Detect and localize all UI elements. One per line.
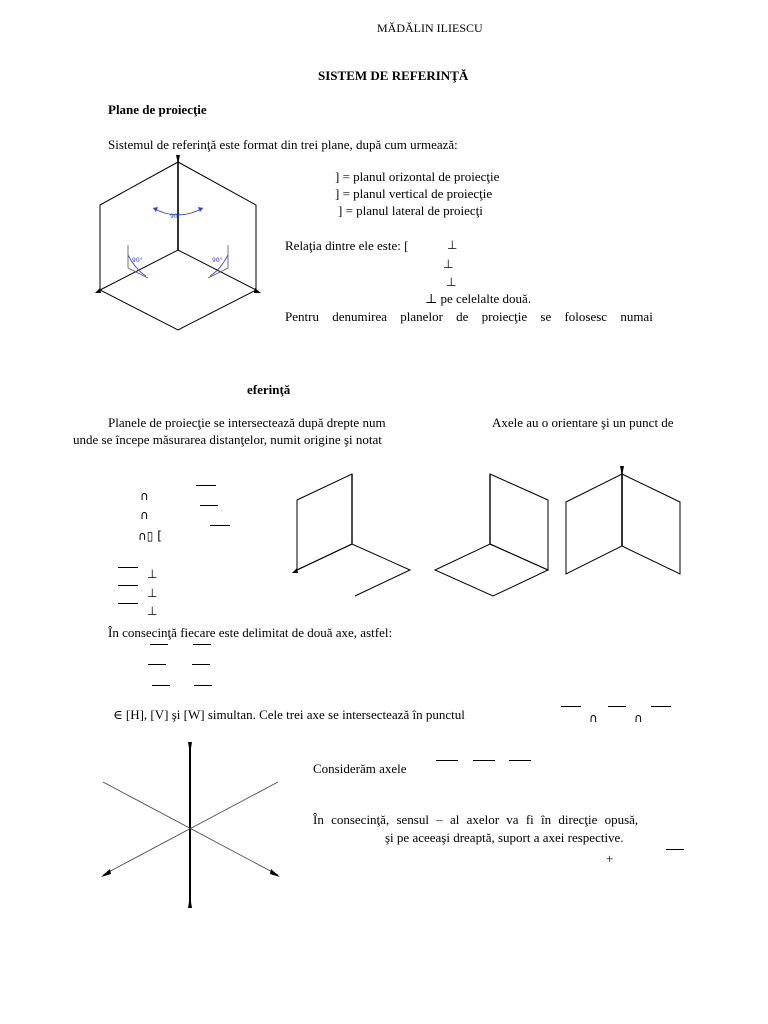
page-header-author: MĂDĂLIN ILIESCU — [377, 21, 483, 35]
left-axis-arrow — [95, 288, 101, 293]
overline-15 — [651, 706, 671, 707]
plus-sign: + — [606, 851, 614, 866]
perp-symbol-3: ⊥ — [446, 275, 457, 289]
axis-z-top-arrow — [188, 742, 192, 754]
cap-symbol-3: ∩ — [589, 711, 598, 725]
perp-symbol-2: ⊥ — [443, 257, 454, 271]
plane-w-definition: ] = planul lateral de proiecţi — [338, 203, 483, 218]
angle-label-top: 90° — [170, 213, 181, 220]
overline-14 — [608, 706, 626, 707]
intro-paragraph: Sistemul de referinţă este format din trei plane, după cum urmează: — [108, 137, 458, 152]
overline-9 — [148, 664, 166, 665]
overline-17 — [473, 760, 495, 761]
intersect-paragraph-line1: Planele de proiecţie se intersectează după drepte num — [108, 415, 386, 430]
overline-13 — [561, 706, 581, 707]
axes-figure — [98, 740, 283, 910]
page-title: SISTEM DE REFERINŢĂ — [318, 68, 469, 83]
consequence-text-1: În consecinţă fiecare este delimitat de două axe, astfel: — [108, 625, 393, 640]
consequence-text-2b: şi pe aceeaşi dreaptă, suport a axei respective. — [385, 830, 624, 845]
overline-18 — [509, 760, 531, 761]
overline-1 — [196, 485, 216, 486]
overline-3 — [210, 525, 230, 526]
overline-16 — [436, 760, 458, 761]
axes-orientation-text: Axele au o orientare şi un punct de — [492, 415, 674, 430]
perp-symbol-5: ⊥ — [147, 586, 158, 600]
axis-right-bottom-arrow — [270, 869, 280, 877]
belongs-text: ∈ [H], [V] şi [W] simultan. Cele trei axe se intersectează în punctul — [113, 707, 465, 722]
plane-pair-hw-figure — [430, 470, 560, 580]
plane-pair-hv-figure — [290, 470, 420, 580]
overline-6 — [118, 603, 138, 604]
right-axis-arrow — [254, 288, 261, 293]
overline-11 — [152, 685, 170, 686]
overline-7 — [150, 644, 168, 645]
intersect-paragraph-line2: unde se începe măsurarea distanţelor, numit origine şi notat — [73, 432, 382, 447]
plane-pair-vw-figure — [562, 466, 692, 576]
axis-z-bottom-arrow — [188, 896, 192, 908]
perp-symbol-1: ⊥ — [447, 238, 458, 252]
naming-text: Pentru denumirea planelor de proiecţie se folosesc numai — [285, 309, 653, 324]
overline-10 — [192, 664, 210, 665]
cap-symbol-1: ∩ — [140, 489, 149, 503]
overline-19 — [666, 849, 684, 850]
axis-left-bottom-arrow — [101, 869, 111, 877]
perp-others-text: ⊥ pe celelalte două. — [425, 291, 532, 306]
cap-symbol-2: ∩ — [140, 508, 149, 522]
relation-text: Relaţia dintre ele este: [ — [285, 238, 409, 253]
angle-label-right: 90° — [212, 257, 223, 264]
perp-symbol-6: ⊥ — [147, 604, 158, 618]
plane-h-definition: ] = planul orizontal de proiecţie — [335, 169, 500, 184]
overline-8 — [193, 644, 211, 645]
trihedral-figure — [88, 150, 268, 335]
overline-4 — [118, 567, 138, 568]
overline-12 — [194, 685, 212, 686]
consequence-text-2a: În consecinţă, sensul – al axelor va fi în direcţie opusă, — [313, 812, 639, 827]
overline-5 — [118, 585, 138, 586]
plane-v-definition: ] = planul vertical de proiecţie — [335, 186, 493, 201]
section-heading-reference: eferinţă — [247, 382, 291, 397]
consider-axes-text: Considerăm axele — [313, 761, 407, 776]
cap-box-symbol: ∩▯ [ — [138, 529, 162, 543]
cap-symbol-4: ∩ — [634, 711, 643, 725]
overline-2 — [200, 505, 218, 506]
section-heading-projection-planes: Plane de proiecţie — [108, 102, 207, 117]
perp-symbol-4: ⊥ — [147, 567, 158, 581]
angle-label-left: 90° — [132, 257, 143, 264]
